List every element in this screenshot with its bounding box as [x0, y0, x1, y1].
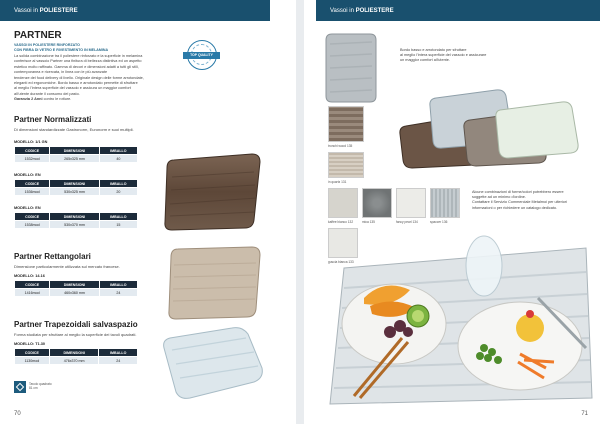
col-code: CODICE — [15, 213, 50, 221]
cell-packaging: 40 — [99, 155, 137, 163]
swatch-label: fancy pearl 134 — [396, 220, 418, 224]
swatch-label: spaccer 136 — [430, 220, 448, 224]
table-row — [15, 155, 138, 163]
square-table-icon — [14, 381, 26, 393]
col-code: CODICE — [15, 349, 50, 357]
cell-dimensions: 530x325 mm — [50, 188, 99, 196]
col-code: CODICE — [15, 147, 50, 155]
col-dimensions: DIMENSIONI — [50, 180, 99, 188]
col-code: CODICE — [15, 281, 50, 289]
product-table — [14, 179, 138, 196]
rim-line: al meglio l'intera superficie del vassoio e assicurare — [400, 53, 487, 58]
warranty-line — [14, 97, 184, 102]
col-dimensions: DIMENSIONI — [50, 147, 99, 155]
body-line: contemporanea e ricercata, in linea con le più avanzate — [14, 70, 108, 75]
body-line: eleganti ed ergonomiche. Bordo basso e arrotondato permette di sfruttare — [14, 81, 138, 86]
rim-line: Bordo basso e arrotondato per sfruttare — [400, 48, 467, 52]
decor-line: soggette ad un minimo d'ordine. — [472, 195, 526, 200]
cell-packaging: 20 — [99, 188, 137, 196]
decor-line: Contattare il Servizio Commerciale Metalmoi per ulteriori — [472, 200, 567, 205]
food-tray-photo — [324, 228, 596, 406]
right-header — [316, 0, 600, 21]
badge-label: TOP QUALITY — [183, 52, 220, 59]
decor-note — [472, 190, 596, 211]
swatch-quartz — [328, 152, 364, 178]
col-packaging: IMBALLO — [99, 213, 137, 221]
swatch-fancy-pearl — [396, 188, 426, 218]
stacked-trays-image — [396, 86, 594, 170]
section-title-trapezoidali: Partner Trapezoidali salvaspazio — [14, 320, 138, 329]
page-number: 70 — [14, 411, 21, 417]
light-wood-tray-image — [166, 243, 262, 321]
page-title: PARTNER — [14, 30, 62, 41]
swatch-spaccer — [430, 188, 460, 218]
body-line: al meglio l'intera superficie del vassoio e assicura un maggior comfort — [14, 86, 131, 91]
cell-packaging: 15 — [99, 221, 137, 229]
product-table — [14, 212, 138, 229]
swatch-label: guscia bianca 133 — [328, 260, 354, 264]
warranty-bold: Garanzia 2 Anni — [14, 97, 43, 102]
col-code: CODICE — [15, 180, 50, 188]
section-title-normalizzati: Partner Normalizzati — [14, 115, 92, 124]
cell-code: 1538mod — [15, 221, 50, 229]
col-packaging: IMBALLO — [99, 180, 137, 188]
warranty-rest: contro le rotture. — [42, 97, 72, 102]
rim-description — [400, 48, 486, 64]
col-dimensions: DIMENSIONI — [49, 349, 99, 357]
qicon-line-2: 81 cm — [29, 386, 38, 391]
body-line: La solida combinazione tra il poliestere rinforzato e la superficie in melamina — [14, 54, 143, 58]
table-row — [15, 221, 138, 229]
decor-line: Alcune combinazioni di forme/colori potrebbero essere — [472, 190, 564, 194]
cell-code: 1536mod — [15, 188, 50, 196]
model-label: MODELLO: T1.30 — [14, 342, 46, 346]
section-desc-rettangolari: Dimensione particolarmente utilizzata sul mercato francese. — [14, 264, 120, 269]
swatch-label: tronchi wood 135 — [328, 144, 353, 148]
cell-dimensions: 476x370 mm — [49, 357, 99, 365]
section-desc-normalizzati: Di dimensioni standardizzate Gastronorm, Euronorm e suoi multipli. — [14, 127, 134, 132]
qicon-line-1: Tavolo quadrato — [29, 382, 52, 386]
col-dimensions: DIMENSIONI — [50, 281, 99, 289]
subtitle-line-2: CON FIBRA DI VETRO E RIVESTIMENTO IN MELAMINA — [14, 48, 109, 52]
top-quality-badge-icon — [187, 40, 217, 70]
body-line: tendenze del food delivery di livello. Originale design delle forme arrotondate, — [14, 75, 144, 80]
subtitle-line-1: VASSOI IN POLIESTERE RINFORZATO — [14, 43, 80, 47]
section-title-rettangolari: Partner Rettangolari — [14, 252, 91, 261]
description-paragraph — [14, 54, 184, 103]
product-table — [14, 280, 138, 297]
product-table — [14, 146, 138, 163]
header-material: POLIESTERE — [39, 8, 78, 14]
dark-wood-tray-image — [162, 152, 262, 232]
table-row — [15, 289, 138, 297]
swatch-label: mica 135 — [362, 220, 375, 224]
square-table-note — [29, 382, 52, 390]
body-line: conferisce al vassoio Partner una finitura di bellezza distintiva ed un aspetto — [14, 59, 142, 64]
body-line: estetico molto raffinato. Gamma di decori e dimensioni adatti a tutti gli stili, — [14, 64, 139, 69]
swatch-label: in quartz 131 — [328, 180, 347, 184]
swatch-kaffee-bianco — [328, 188, 358, 218]
decor-line: informazioni o per richiedere un catalogo dedicato. — [472, 205, 558, 210]
section-desc-trapezoidali: Forma studiata per sfruttare al meglio la superficie dei tavoli quadrati. — [14, 332, 137, 337]
diamond-shape — [16, 383, 24, 391]
right-page — [304, 0, 600, 424]
cell-packaging: 24 — [99, 357, 138, 365]
header-material: POLIESTERE — [355, 8, 394, 14]
col-packaging: IMBALLO — [99, 147, 137, 155]
model-label: MODELLO: EN — [14, 173, 41, 177]
subtitle — [14, 43, 184, 53]
swatch-mica — [362, 188, 392, 218]
main-plate — [458, 302, 582, 390]
cell-code: 1532mod — [15, 155, 50, 163]
model-label: MODELLO: 1/1 GN — [14, 140, 48, 144]
cell-dimensions: 265x325 mm — [50, 155, 99, 163]
col-dimensions: DIMENSIONI — [50, 213, 99, 221]
rim-line: un maggior comfort all'utente. — [400, 58, 450, 63]
col-packaging: IMBALLO — [99, 349, 138, 357]
swatch-tronchi-wood — [328, 106, 364, 142]
header-prefix: Vassoi in — [330, 8, 356, 14]
left-header — [0, 0, 270, 21]
swatch-label: kaffee bianco 132 — [328, 220, 354, 224]
page-number: 71 — [581, 411, 588, 417]
header-prefix: Vassoi in — [14, 8, 40, 14]
cell-dimensions: 460x360 mm — [50, 289, 99, 297]
col-packaging: IMBALLO — [99, 281, 137, 289]
cell-packaging: 24 — [99, 289, 137, 297]
model-label: MODELLO: 14.16 — [14, 274, 45, 278]
grey-tray-image — [324, 32, 378, 104]
body-line: all'utente durante il consumo del pasto. — [14, 91, 80, 96]
left-page — [0, 0, 296, 424]
cell-code: 1130mod — [15, 357, 50, 365]
cell-dimensions: 530x370 mm — [50, 221, 99, 229]
water-glass — [466, 236, 502, 296]
trapezoid-tray-image — [158, 322, 266, 402]
cell-code: 1416mod — [15, 289, 50, 297]
model-label: MODELLO: EN — [14, 206, 41, 210]
flan — [516, 314, 544, 342]
table-row — [15, 188, 138, 196]
table-row — [15, 357, 138, 365]
product-table — [14, 348, 138, 365]
